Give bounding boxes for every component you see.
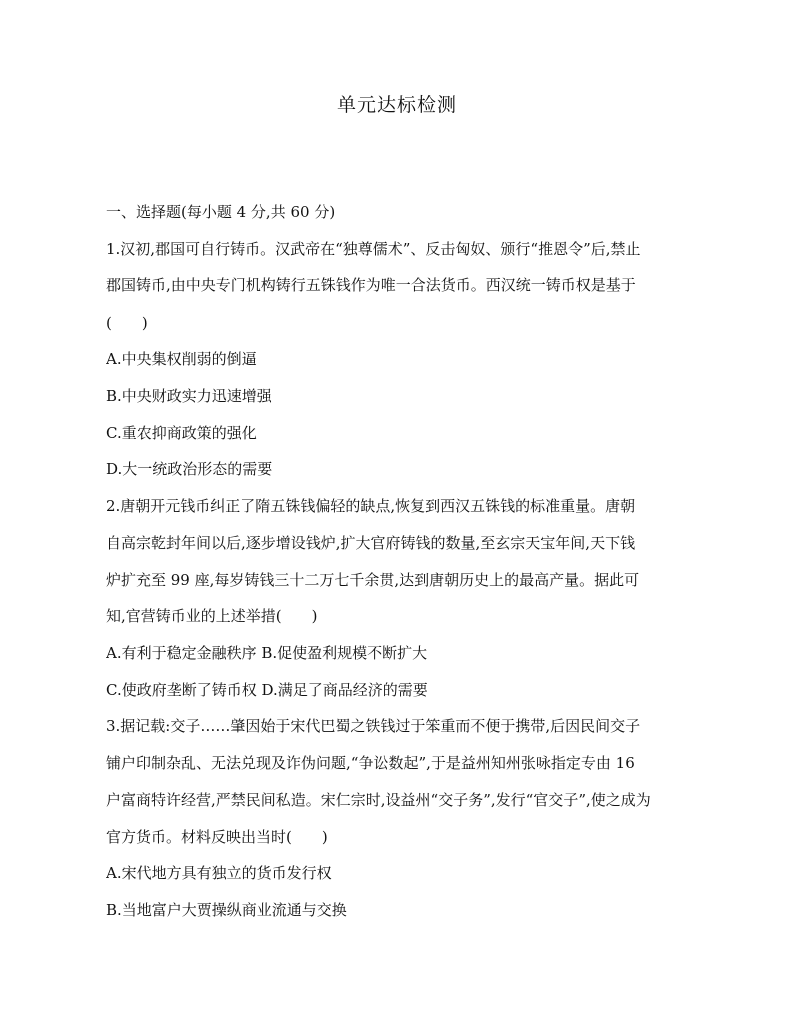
section-heading: 一、选择题(每小题 4 分,共 60 分) xyxy=(106,203,336,221)
question-2-options-ab: A.有利于稳定金融秩序 B.促使盈利规模不断扩大 xyxy=(106,644,428,662)
question-3-line-2: 铺户印制杂乱、无法兑现及诈伪问题,“争讼数起”,于是益州知州张咏指定专由 16 xyxy=(106,754,635,772)
question-1-option-b: B.中央财政实力迅速增强 xyxy=(106,387,272,405)
question-1-option-c: C.重农抑商政策的强化 xyxy=(106,424,257,442)
question-3-line-3: 户富商特许经营,严禁民间私造。宋仁宗时,设益州“交子务”,发行“官交子”,使之成为 xyxy=(106,791,651,809)
page-title: 单元达标检测 xyxy=(336,94,457,116)
question-2-line-1: 2.唐朝开元钱币纠正了隋五铢钱偏轻的缺点,恢复到西汉五铢钱的标准重量。唐朝 xyxy=(106,497,636,515)
question-1-line-3: ( ) xyxy=(106,314,148,332)
question-2-line-3: 炉扩充至 99 座,每岁铸钱三十二万七千余贯,达到唐朝历史上的最高产量。据此可 xyxy=(106,571,640,589)
question-2-line-2: 自高宗乾封年间以后,逐步增设钱炉,扩大官府铸钱的数量,至玄宗天宝年间,天下钱 xyxy=(106,534,636,552)
question-3-line-1: 3.据记载:交子……肇因始于宋代巴蜀之铁钱过于笨重而不便于携带,后因民间交子 xyxy=(106,717,641,735)
question-1-line-1: 1.汉初,郡国可自行铸币。汉武帝在“独尊儒术”、反击匈奴、颁行“推恩令”后,禁止 xyxy=(106,240,641,258)
question-3-option-a: A.宋代地方具有独立的货币发行权 xyxy=(106,864,332,882)
question-1-line-2: 郡国铸币,由中央专门机构铸行五铢钱作为唯一合法货币。西汉统一铸币权是基于 xyxy=(106,276,636,294)
question-1-option-d: D.大一统政治形态的需要 xyxy=(106,460,273,478)
question-1-option-a: A.中央集权削弱的倒逼 xyxy=(106,350,257,368)
question-2-options-cd: C.使政府垄断了铸币权 D.满足了商品经济的需要 xyxy=(106,681,428,699)
question-2-line-4: 知,官营铸币业的上述举措( ) xyxy=(106,607,318,625)
question-3-option-b: B.当地富户大贾操纵商业流通与交换 xyxy=(106,901,347,919)
question-3-line-4: 官方货币。材料反映出当时( ) xyxy=(106,828,328,846)
